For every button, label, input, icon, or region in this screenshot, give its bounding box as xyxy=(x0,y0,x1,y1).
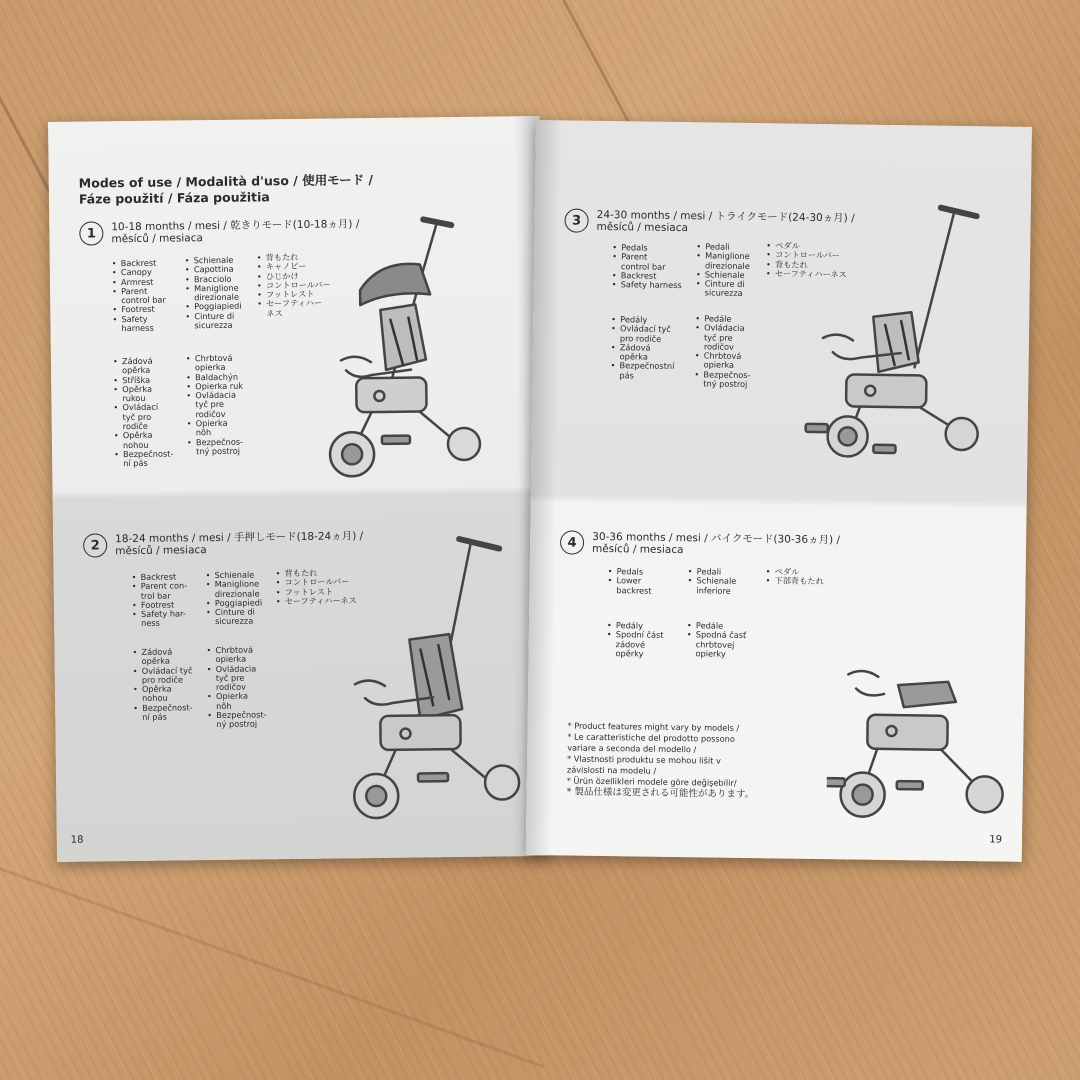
part-item-text: • Pedals xyxy=(616,566,644,577)
part-item-text: • Bracciolo xyxy=(193,273,232,284)
section-title-line: měsíců / mesiaca xyxy=(596,220,689,235)
part-item-text: • Schienale xyxy=(704,269,745,280)
part-item-text: tyč pro xyxy=(122,411,152,422)
left-page xyxy=(48,116,549,862)
parts-list-ja xyxy=(766,567,886,587)
part-item-text: rodičov xyxy=(215,681,247,693)
parts-list-it xyxy=(185,255,266,330)
part-item-text: • Opierka ruk xyxy=(195,380,244,392)
section-number: 2 xyxy=(83,533,107,557)
part-item-text: sicurezza xyxy=(704,287,743,299)
note-line: * Le caratteristiche del prodotto possono xyxy=(567,731,735,744)
part-item-text: ネス xyxy=(266,307,283,319)
note-line: závislosti na modelu / xyxy=(566,764,657,776)
part-item-text: opěrka xyxy=(619,351,649,362)
part-item-text: • Bezpečnost- xyxy=(142,702,193,713)
section-title-line: měsíců / mesiaca xyxy=(115,544,207,558)
part-item xyxy=(186,391,266,420)
part-item-text: • Footrest xyxy=(121,304,155,315)
parts-list-sk xyxy=(694,314,775,389)
part-item-text: • Opěrka xyxy=(122,430,153,441)
section-title xyxy=(592,531,840,558)
parts-list-en xyxy=(112,258,193,333)
part-item xyxy=(612,280,692,290)
part-item xyxy=(132,647,212,667)
part-item-text: • Lower xyxy=(616,575,642,586)
part-item-text: • Schienale xyxy=(214,569,255,580)
part-item-text: • コントロールバー xyxy=(265,279,331,291)
parts-list-it xyxy=(205,570,286,627)
part-item xyxy=(187,437,267,457)
part-item-text: • Ovládací tyč xyxy=(141,664,193,676)
trike-with-canopy-icon xyxy=(319,198,522,480)
part-item-text: rukou xyxy=(122,393,146,404)
part-item-text: opierka xyxy=(215,653,247,665)
part-item-text: ní pás xyxy=(123,458,148,469)
part-item xyxy=(687,576,767,596)
part-item-text: • フットレスト xyxy=(284,586,334,597)
part-item xyxy=(206,645,286,665)
part-item xyxy=(187,418,267,438)
part-item-text: • Schienale xyxy=(193,254,234,266)
parts-list-sk xyxy=(206,645,287,730)
part-item xyxy=(696,279,776,299)
part-item-text: ní pás xyxy=(142,711,167,722)
part-item xyxy=(606,630,686,659)
part-item-text: • Opierka xyxy=(195,417,228,429)
part-item-text: tyč pre xyxy=(195,399,225,410)
section-title-line: 18-24 months / mesi / 手押しモード(18-24ヵ月) / xyxy=(115,530,364,546)
part-item-text: control bar xyxy=(121,294,166,306)
part-item-text: • Safety har- xyxy=(140,608,186,620)
part-item-text: • Bezpečnos- xyxy=(703,369,751,380)
page-number: 19 xyxy=(989,834,1003,846)
part-item-text: harness xyxy=(121,322,154,334)
part-item xyxy=(114,449,194,469)
part-item xyxy=(207,710,287,730)
part-item-text: • Canopy xyxy=(120,267,152,278)
part-item-text: • Maniglione xyxy=(193,282,239,294)
part-item xyxy=(206,607,286,627)
part-item-text: sicurezza xyxy=(215,616,254,627)
part-item-text: • 背もたれ xyxy=(774,258,808,270)
part-item xyxy=(607,576,687,596)
part-item-text: opierka xyxy=(194,362,226,373)
section-number: 3 xyxy=(564,208,588,232)
part-item-text: direzionale xyxy=(704,259,750,271)
part-item-text: • Opierka xyxy=(215,691,249,702)
part-item xyxy=(133,666,213,686)
part-item-text: • Cinture di xyxy=(194,310,235,322)
part-item xyxy=(132,581,212,601)
part-item-text: • セーフティハーネス xyxy=(284,595,357,607)
part-item-text: pro rodiče xyxy=(619,332,662,344)
parts-list-en xyxy=(612,243,693,291)
parts-list-sk xyxy=(686,621,767,659)
part-item-text: direzionale xyxy=(194,291,240,303)
part-item-text: • Pedali xyxy=(696,566,722,577)
note-line: * 製品仕様は変更される可能性があります。 xyxy=(566,786,755,801)
part-item-text: • キャノピー xyxy=(265,261,307,272)
parts-list-en xyxy=(607,567,687,596)
part-item xyxy=(207,692,287,712)
part-item-text: • Opěrka xyxy=(141,683,172,695)
note-line: * Ürün özellikleri modele göre değişebilir/ xyxy=(566,775,737,788)
part-item-text: • Pedály xyxy=(620,314,648,325)
part-item xyxy=(611,343,691,363)
part-item-text: • Ovládacia xyxy=(704,322,745,334)
part-item-text: tný postroj xyxy=(195,445,241,457)
part-item-text: • Spodní část xyxy=(615,629,664,641)
part-item-text: • Opěrka xyxy=(122,383,152,395)
part-item-text: pás xyxy=(619,369,635,381)
part-item-text: • 背もたれ xyxy=(265,251,299,263)
section-title-line: 10-18 months / mesi / 乾きりモード(10-18ヵ月) / xyxy=(111,218,360,234)
part-item-text: rodičov xyxy=(703,341,734,352)
part-item xyxy=(766,577,886,588)
part-item xyxy=(113,384,193,404)
part-item-text: • Stříška xyxy=(122,374,151,385)
part-item-text: • 下部背もたれ xyxy=(774,575,824,587)
part-item-text: rodičov xyxy=(195,408,226,419)
part-item xyxy=(112,286,192,306)
parts-list-it xyxy=(687,567,767,596)
part-item-text: • セーフティハーネス xyxy=(774,268,847,280)
part-item-text: • Pedály xyxy=(615,620,644,631)
part-item-text: • Bezpečnostní xyxy=(619,360,675,372)
part-item-text: direzionale xyxy=(214,588,260,599)
product-notes xyxy=(567,721,756,801)
parts-list-cs xyxy=(113,356,194,469)
section-2-header xyxy=(83,528,363,557)
part-item-text: nohou xyxy=(122,439,149,450)
part-item-text: • Backrest xyxy=(140,571,177,582)
part-item-text: ness xyxy=(141,618,160,629)
part-item-text: • Backrest xyxy=(120,257,157,269)
part-item xyxy=(695,351,775,371)
part-item-text: • Parent con- xyxy=(140,580,188,592)
part-item-text: • Cinture di xyxy=(214,606,255,618)
part-item-text: tyč pre xyxy=(703,331,733,343)
part-item-text: • Ovládacia xyxy=(195,389,237,401)
part-item-text: backrest xyxy=(616,584,652,596)
part-item-text: • Maniglione xyxy=(705,250,750,262)
part-item xyxy=(133,703,213,723)
section-title-line: měsíců / mesiaca xyxy=(111,232,203,246)
trike-push-icon xyxy=(323,518,527,820)
part-item xyxy=(185,283,265,303)
part-item-text: • Bezpečnos- xyxy=(195,436,244,447)
part-item xyxy=(114,431,194,451)
part-item-text: tný postroj xyxy=(703,378,748,390)
part-item xyxy=(612,252,692,272)
part-item-text: • コントロールバー xyxy=(775,249,840,261)
part-item-text: • Spodná časť xyxy=(695,629,747,641)
part-item-text: pro rodiče xyxy=(141,674,184,685)
part-item-text: • Pedále xyxy=(695,620,724,631)
parts-list-cs xyxy=(610,315,691,381)
section-title-line: 30-36 months / mesi / バイクモード(30-36ヵ月) / xyxy=(592,530,841,547)
part-item xyxy=(207,664,287,693)
section-4-header xyxy=(560,528,840,558)
part-item-text: ný postroj xyxy=(216,718,258,730)
part-item-text: • Maniglione xyxy=(214,578,260,590)
note-line: * Product features might vary by models / xyxy=(567,720,740,733)
part-item xyxy=(694,370,774,390)
part-item xyxy=(610,362,690,382)
part-item-text: tyč pre xyxy=(215,672,245,683)
part-item-text: • Zádová xyxy=(619,342,651,353)
parts-list-en xyxy=(132,572,213,629)
note-line: variare a seconda del modello / xyxy=(567,742,697,755)
part-item-text: • Ovládací tyč xyxy=(620,323,671,335)
part-item-text: • フットレスト xyxy=(266,288,315,300)
part-item-text: control bar xyxy=(620,260,666,272)
part-item-text: • Ovládací xyxy=(122,402,159,413)
part-item-text: • Capottina xyxy=(193,264,234,275)
part-item-text: • Chrbtová xyxy=(194,352,233,364)
part-item-text: • Zádová xyxy=(121,355,153,367)
part-item xyxy=(112,314,192,334)
parts-list-it xyxy=(696,242,777,299)
part-item-text: • Poggiapiedi xyxy=(214,597,263,608)
part-item-text: • ペダル xyxy=(774,566,800,577)
part-item-text: inferiore xyxy=(696,584,731,596)
part-item-text: • コントロールバー xyxy=(284,576,350,588)
part-item-text: chrbtovej xyxy=(695,638,735,650)
part-item-text: opěrka xyxy=(121,365,151,376)
part-item-text: • Schienale xyxy=(696,575,737,587)
part-item-text: zádové xyxy=(615,638,646,650)
part-item-text: • Pedále xyxy=(704,313,732,324)
part-item-text: sicurezza xyxy=(194,319,233,331)
part-item xyxy=(113,356,193,376)
part-item xyxy=(132,609,212,629)
part-item-text: nôh xyxy=(216,700,232,711)
section-title-line: měsíců / mesiaca xyxy=(591,542,684,557)
page-number: 18 xyxy=(70,834,84,846)
balance-bike-icon xyxy=(826,654,1009,846)
part-item-text: • Bezpečnost- xyxy=(216,709,267,721)
part-item-text: opěrka xyxy=(141,655,170,667)
part-item xyxy=(611,324,691,344)
part-item-text: • Pedali xyxy=(705,241,730,252)
part-item-text: • Chrbtová xyxy=(215,644,254,655)
part-item-text: • Zádová xyxy=(141,646,173,657)
part-item xyxy=(206,579,286,599)
part-item xyxy=(686,630,766,659)
part-item-text: • ひじかけ xyxy=(265,270,299,281)
part-item-text: • Cinture di xyxy=(704,278,745,290)
part-item-text: • Bezpečnost- xyxy=(123,448,174,460)
part-item-text: • ペダル xyxy=(775,240,800,251)
part-item xyxy=(696,252,776,272)
part-item xyxy=(113,403,193,432)
heading-line-2: Fáze použití / Fáza použitia xyxy=(78,189,270,207)
part-item-text: opierka xyxy=(703,359,735,371)
section-number: 1 xyxy=(79,221,103,245)
part-item-text: • Parent xyxy=(621,251,648,262)
part-item-text: • Armrest xyxy=(120,276,154,287)
section-number: 4 xyxy=(560,530,584,554)
part-item-text: • Ovládacia xyxy=(215,663,257,674)
part-item-text: rodiče xyxy=(122,420,148,432)
parts-list-cs xyxy=(132,647,213,722)
part-item-text: • Chrbtová xyxy=(703,350,742,362)
part-item-text: nôh xyxy=(195,427,212,438)
parts-list-sk xyxy=(186,353,267,456)
section-title-line: 24-30 months / mesi / トライクモード(24-30ヵ月) / xyxy=(596,208,855,225)
part-item-text: • Safety harness xyxy=(620,279,682,291)
part-item-text: nohou xyxy=(141,693,168,704)
part-item-text: • 背もたれ xyxy=(284,567,318,579)
heading-line-1: Modes of use / Modalità d'uso / 使用モード / xyxy=(78,172,374,191)
part-item-text: trol bar xyxy=(140,590,171,601)
part-item-text: • Parent xyxy=(121,285,148,297)
part-item-text: • セーフティハー xyxy=(266,298,323,309)
part-item-text: • Baldachýn xyxy=(195,371,239,382)
part-item-text: • Backrest xyxy=(620,270,657,281)
part-item xyxy=(186,353,266,373)
part-item xyxy=(133,684,213,704)
part-item xyxy=(185,311,265,331)
note-line: * Vlastnosti produktu se mohou lišit v xyxy=(567,753,721,766)
part-item xyxy=(695,324,775,353)
part-item-text: opěrky xyxy=(615,648,644,659)
part-item-text: • Pedals xyxy=(621,242,648,253)
trike-pedal-icon xyxy=(801,196,1005,469)
part-item-text: • Footrest xyxy=(140,599,175,610)
part-item-text: • Safety xyxy=(121,313,148,324)
right-page xyxy=(526,120,1032,862)
part-item-text: • Poggiapiedi xyxy=(194,301,242,312)
parts-list-cs xyxy=(606,621,687,659)
part-item-text: opierky xyxy=(695,648,726,659)
section-1-header xyxy=(79,216,359,245)
